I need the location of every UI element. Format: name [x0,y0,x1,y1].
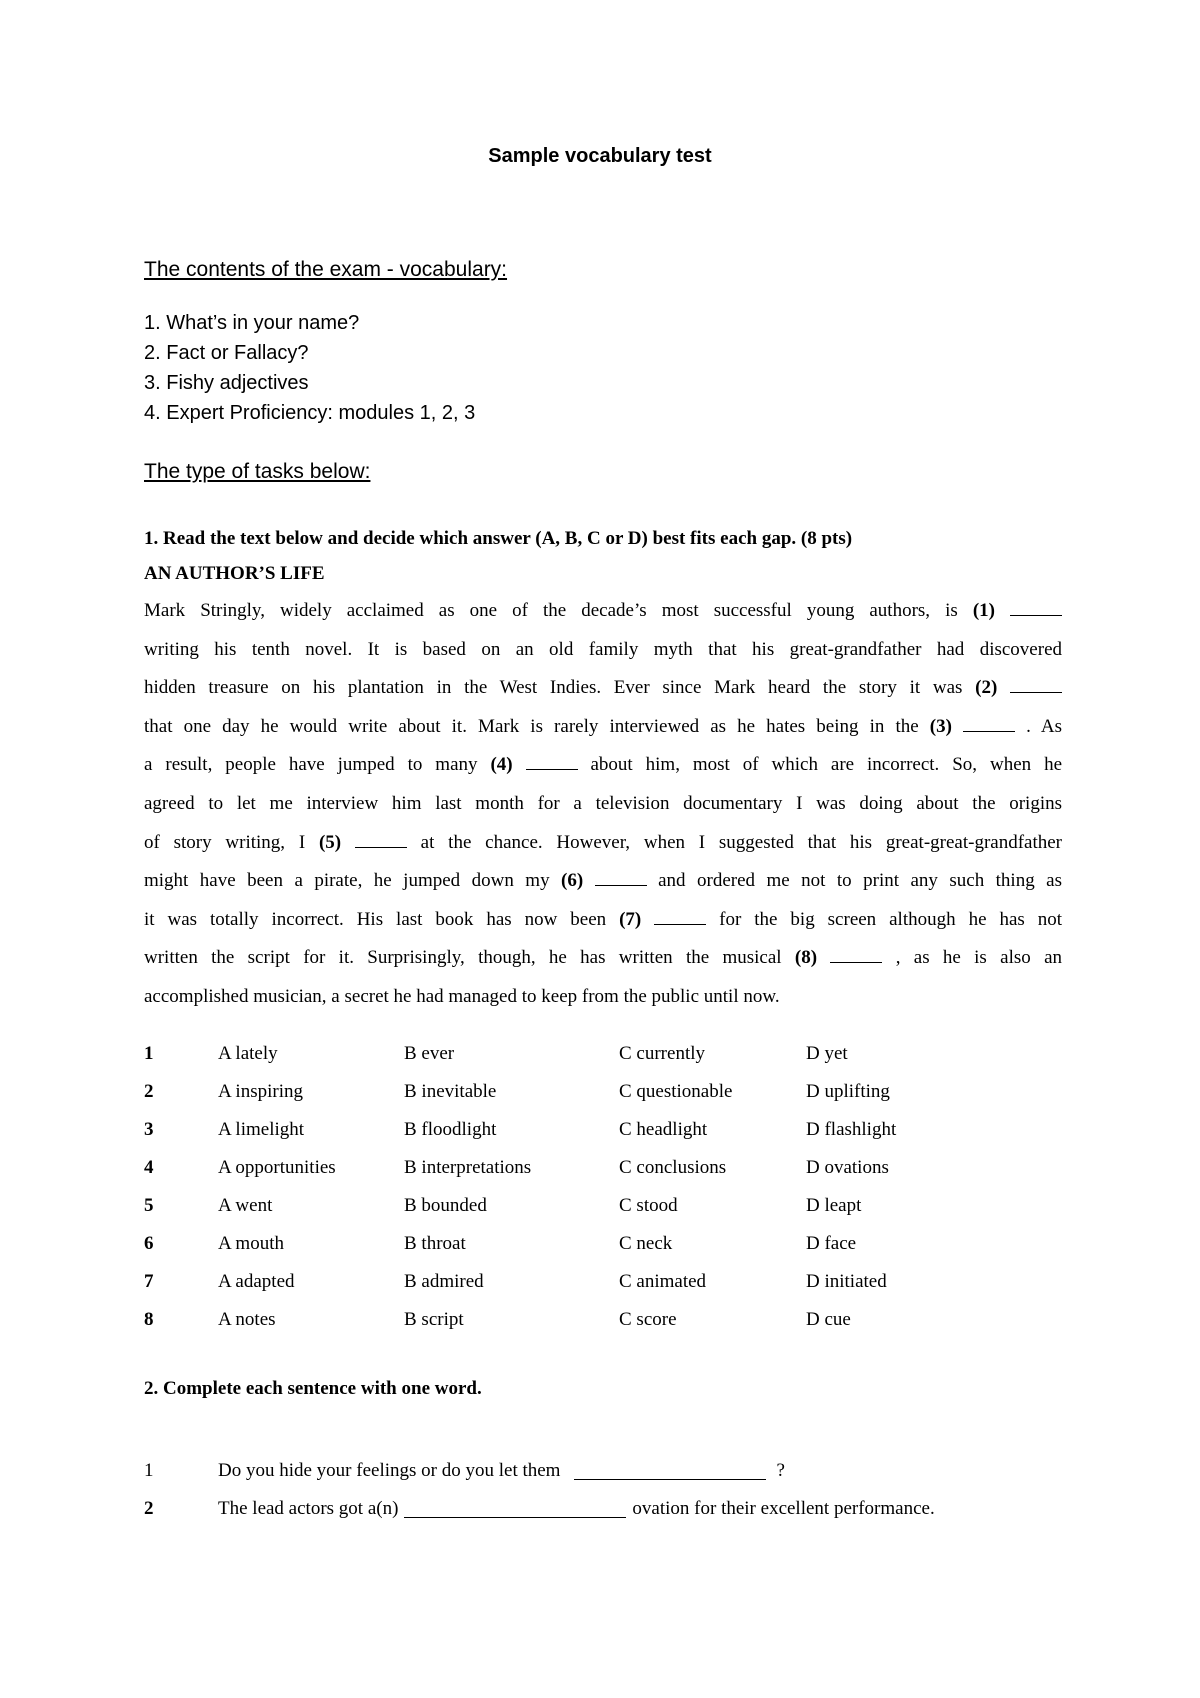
option-c: C score [619,1309,677,1330]
gap-number: (3) [929,715,952,737]
gap-number: (2) [975,677,998,699]
sentence-text: The lead actors got a(n) [218,1498,399,1519]
gap-number: (4) [490,754,513,776]
sentence-number: 1 [144,1460,154,1481]
question-number: 2 [144,1081,154,1102]
passage-line: accomplished musician, a secret he had managed to keep from the public until now. [144,985,780,1007]
gap-blank [526,755,578,770]
table-row [144,1187,946,1225]
gap-blank [830,948,882,963]
table-row [144,1225,946,1263]
option-b: B inevitable [404,1081,497,1102]
option-a: A inspiring [218,1081,303,1102]
contents-heading: The contents of the exam - vocabulary: [144,258,508,281]
sentence-text-end: ? [776,1460,785,1481]
table-row [144,1301,946,1339]
tasks-heading: The type of tasks below: [144,460,371,483]
passage-line: it was totally incorrect. His last book has now been (7) for the big screen although he has not [144,908,1063,930]
question-number: 5 [144,1195,154,1216]
passage-line: written the script for it. Surprisingly, though, he has written the musical (8) , as he is also an [144,947,1062,969]
sentence-item [144,1452,935,1490]
option-d: D cue [806,1309,851,1330]
question-number: 4 [144,1157,154,1178]
option-a: A limelight [218,1119,305,1140]
list-item: 2. Fact or Fallacy? [144,342,309,364]
gap-number: (1) [972,600,995,621]
answer-blank [574,1463,766,1480]
passage-line: might have been a pirate, he jumped down my (6) and ordered me not to print any such thing as [144,870,1062,892]
option-b: B floodlight [404,1119,497,1140]
gap-blank [963,717,1015,732]
option-d: D face [806,1233,857,1254]
option-c: C stood [619,1195,678,1216]
gap-number: (5) [318,831,342,853]
option-c: C questionable [619,1081,733,1102]
option-a: A adapted [218,1271,295,1292]
sentence-text-end: ovation for their excellent performance. [632,1498,935,1519]
gap-blank [1010,601,1062,616]
passage-line: writing his tenth novel. It is based on an old family myth that his great-grandfather had discovered [144,638,1062,660]
list-item: 3. Fishy adjectives [144,372,309,394]
option-a: A opportunities [218,1157,336,1178]
question-number: 6 [144,1233,154,1254]
option-a: A lately [218,1043,278,1064]
answer-blank [404,1501,626,1518]
question-number: 3 [144,1119,154,1140]
option-c: C conclusions [619,1157,727,1178]
option-b: B ever [404,1043,455,1064]
option-c: C headlight [619,1119,708,1140]
gap-number: (6) [561,870,584,892]
question-number: 7 [144,1271,154,1292]
task1-instruction: 1. Read the text below and decide which answer (A, B, C or D) best fits each gap. (8 pts) [144,528,853,549]
table-row [144,1111,946,1149]
option-d: D initiated [806,1271,887,1292]
option-d: D uplifting [806,1081,890,1102]
table-row [144,1263,946,1301]
option-d: D leapt [806,1195,862,1216]
option-b: B admired [404,1271,484,1292]
option-a: A mouth [218,1233,284,1254]
gap-blank [595,871,647,886]
passage-line: that one day he would write about it. Mark is rarely interviewed as he hates being in the (3) . As [144,715,1062,737]
question-number: 1 [144,1043,154,1064]
sentence-number: 2 [144,1498,154,1519]
sentence-text: Do you hide your feelings or do you let them [218,1460,561,1481]
list-item: 4. Expert Proficiency: modules 1, 2, 3 [144,402,476,424]
option-a: A went [218,1195,273,1216]
passage-line: of story writing, I (5) at the chance. However, when I suggested that his great-great-grandfather [144,831,1063,853]
contents-list [144,308,475,428]
question-number: 8 [144,1309,154,1330]
gap-blank [1010,678,1062,693]
task2-instruction: 2. Complete each sentence with one word. [144,1378,482,1399]
table-row [144,1035,946,1073]
gap-blank [355,833,407,848]
passage-line: hidden treasure on his plantation in the West Indies. Ever since Mark heard the story it was (2) [144,669,1062,708]
passage-line: a result, people have jumped to many (4) about him, most of which are incorrect. So, when he [144,754,1063,776]
option-c: C currently [619,1043,706,1064]
option-d: D flashlight [806,1119,897,1140]
option-d: D yet [806,1043,848,1064]
passage-line: agreed to let me interview him last month for a television documentary I was doing about the origins [144,792,1062,814]
passage-line: Mark Stringly, widely acclaimed as one of the decade’s most successful young authors, is (1) [144,592,1062,631]
sentence-list [144,1452,935,1528]
table-row [144,1073,946,1111]
gap-blank [654,910,706,925]
option-a: A notes [218,1309,276,1330]
option-c: C neck [619,1233,673,1254]
answer-options-table [144,1035,946,1339]
gap-number: (8) [794,947,818,969]
page-title: Sample vocabulary test [488,145,712,167]
option-b: B interpretations [404,1157,532,1178]
option-b: B script [404,1309,464,1330]
option-b: B bounded [404,1195,487,1216]
gap-number: (7) [619,908,642,930]
passage-text [144,592,1062,1017]
table-row [144,1149,946,1187]
option-d: D ovations [806,1157,889,1178]
passage-title: AN AUTHOR’S LIFE [144,563,325,584]
option-b: B throat [404,1233,466,1254]
list-item: 1. What’s in your name? [144,312,360,334]
option-c: C animated [619,1271,707,1292]
sentence-item [144,1490,935,1528]
